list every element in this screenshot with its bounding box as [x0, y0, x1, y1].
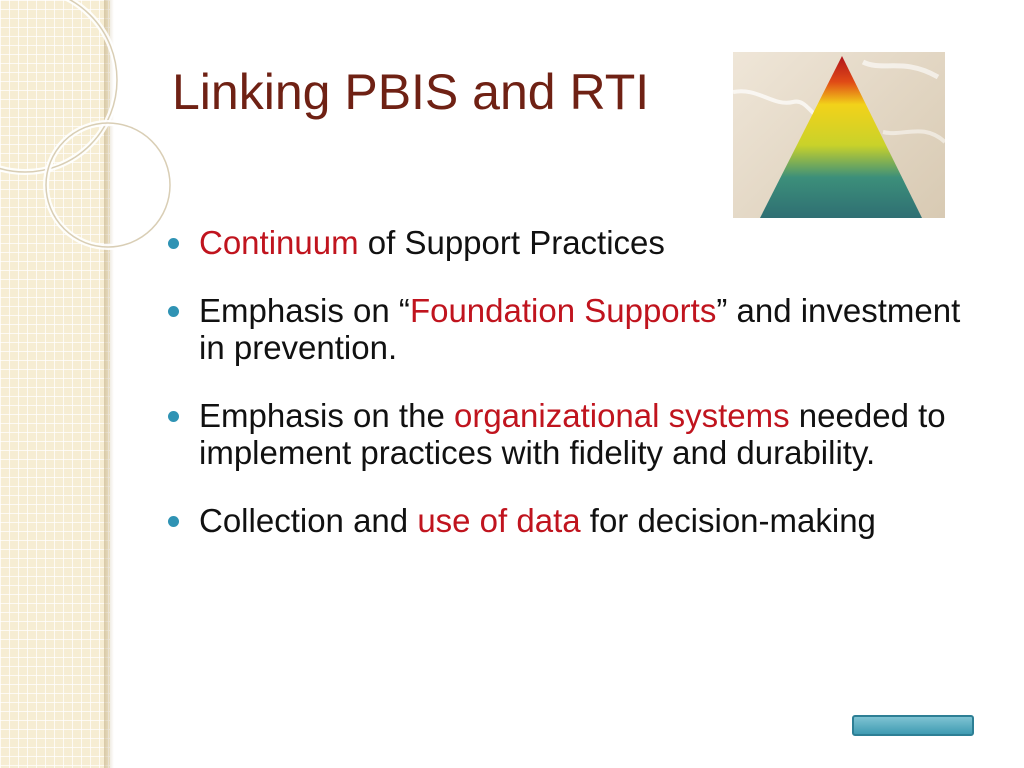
- bullet-text-after: needed to implement practices with fidelity and durability.: [199, 397, 946, 471]
- bullet-highlight: Continuum: [199, 224, 359, 261]
- bullet-text-after: ” and investment in prevention.: [199, 292, 961, 366]
- bullet-item-organizational-systems: [165, 397, 965, 471]
- bullet-list: [165, 224, 965, 570]
- bullet-item-continuum: [165, 224, 965, 261]
- pyramid-triangle: [760, 56, 922, 218]
- bullet-text-before: Emphasis on “: [199, 292, 410, 329]
- bullet-item-use-of-data: [165, 502, 965, 539]
- slide-title: Linking PBIS and RTI: [172, 64, 650, 120]
- bullet-text-before: Emphasis on the: [199, 397, 454, 434]
- bullet-text-after: for decision-making: [580, 502, 876, 539]
- bullet-text-after: of Support Practices: [358, 224, 665, 261]
- bullet-item-foundation-supports: [165, 292, 965, 366]
- bullet-highlight: Foundation Supports: [409, 292, 717, 329]
- next-slide-button[interactable]: [852, 715, 974, 736]
- decorative-rings: [0, 0, 180, 260]
- bullet-text-before: Collection and: [199, 502, 418, 539]
- bullet-highlight: organizational systems: [453, 397, 790, 434]
- pyramid-photo: [733, 52, 945, 218]
- bullet-highlight: use of data: [417, 502, 581, 539]
